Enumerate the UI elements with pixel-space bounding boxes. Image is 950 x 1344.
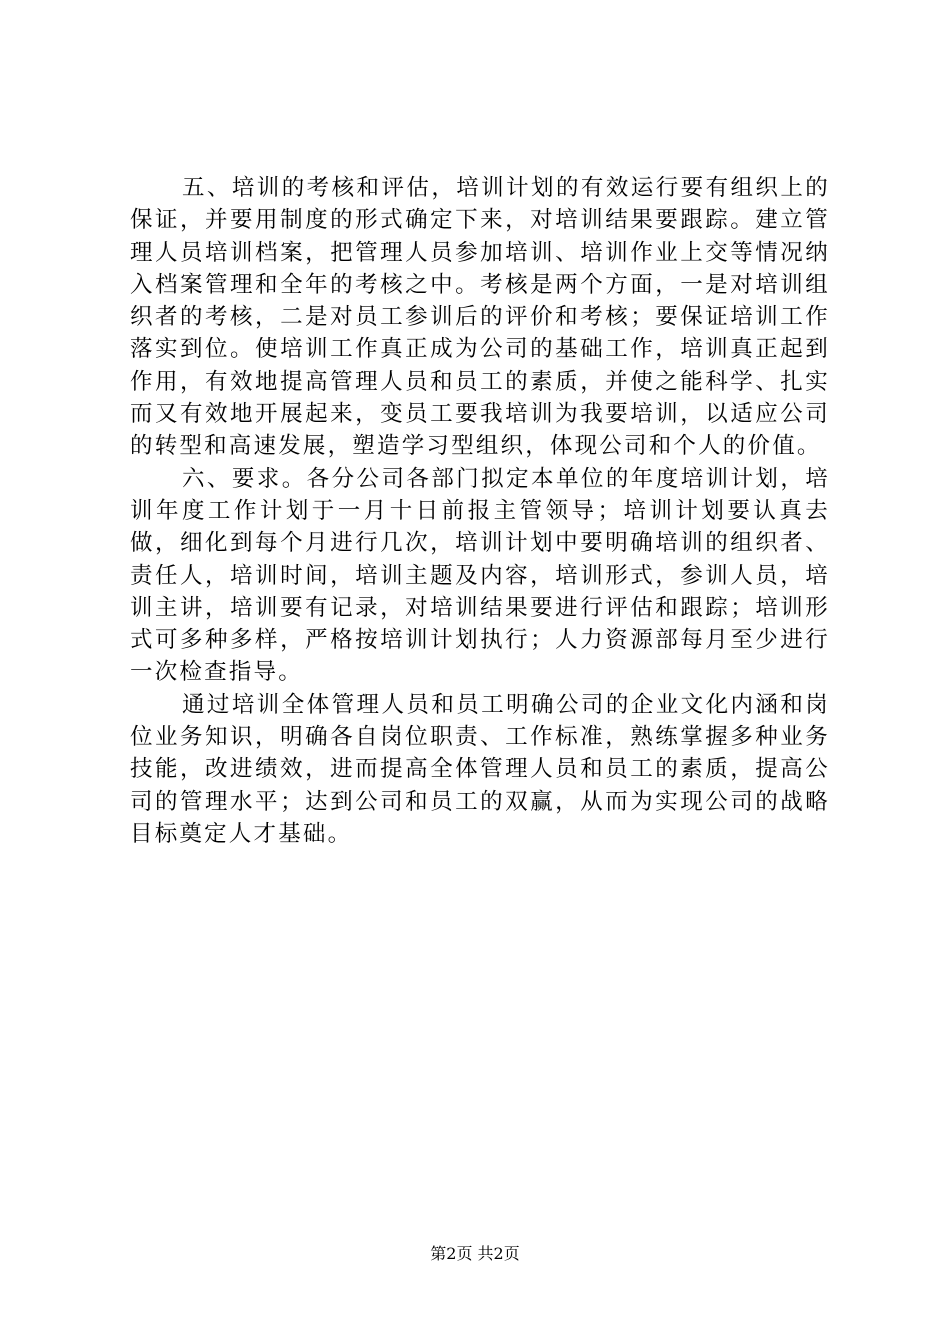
page-number-footer: 第2页 共2页 [430, 1244, 520, 1263]
paragraph-requirements: 六、要求。各分公司各部门拟定本单位的年度培训计划，培训年度工作计划于一月十日前报主管领导；培训计划要认真去做，细化到每个月进行几次，培训计划中要明确培训的组织者、责任人，培训时间，培训主题及内容，培训形式，参训人员，培训主讲，培训要有记录，对培训结果要进行评估和跟踪；培训形式可多种多样，严格按培训计划执行；人力资源部每月至少进行一次检查指导。 [130, 465, 830, 686]
document-body [130, 172, 830, 850]
paragraph-assessment: 五、培训的考核和评估，培训计划的有效运行要有组织上的保证，并要用制度的形式确定下来，对培训结果要跟踪。建立管理人员培训档案，把管理人员参加培训、培训作业上交等情况纳入档案管理和全年的考核之中。考核是两个方面，一是对培训组织者的考核，二是对员工参训后的评价和考核；要保证培训工作落实到位。使培训工作真正成为公司的基础工作，培训真正起到作用，有效地提高管理人员和员工的素质，并使之能科学、扎实而又有效地开展起来，变员工要我培训为我要培训，以适应公司的转型和高速发展，塑造学习型组织，体现公司和个人的价值。 [130, 175, 830, 460]
paragraph-conclusion: 通过培训全体管理人员和员工明确公司的企业文化内涵和岗位业务知识，明确各自岗位职责、工作标准，熟练掌握多种业务技能，改进绩效，进而提高全体管理人员和员工的素质，提高公司的管理水平；达到公司和员工的双赢，从而为实现公司的战略目标奠定人才基础。 [130, 691, 830, 847]
